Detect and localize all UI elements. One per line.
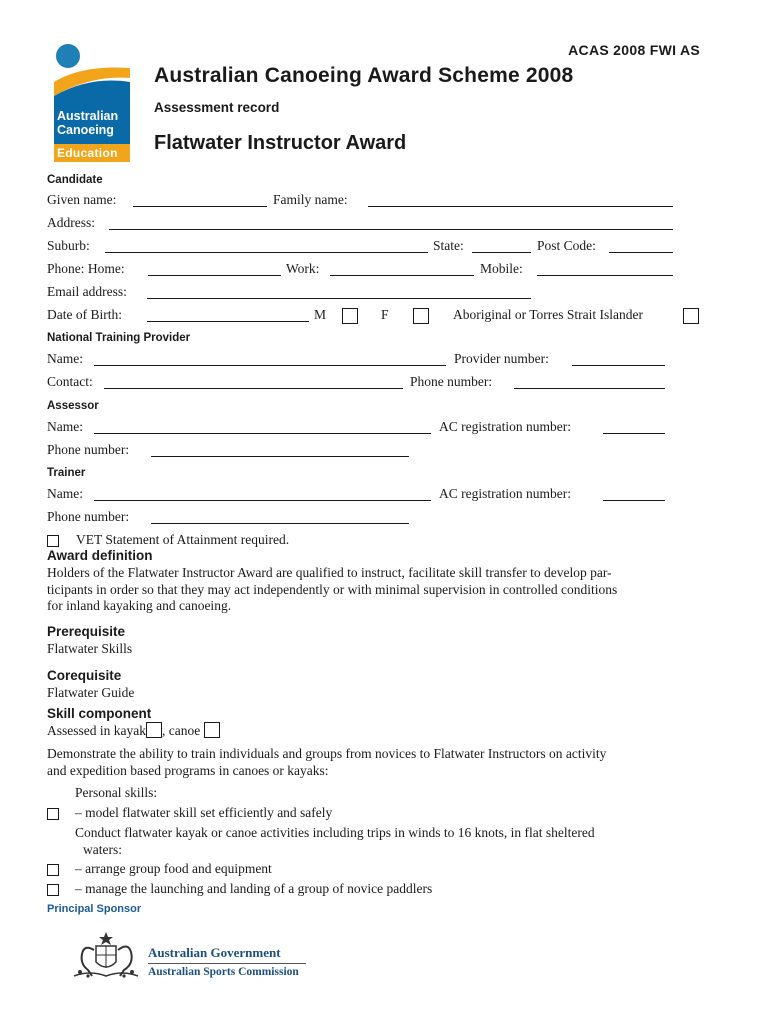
award-title: Flatwater Instructor Award [154,132,407,154]
prerequisite-text: Flatwater Skills [47,641,133,656]
principal-sponsor-label: Principal Sponsor [47,903,142,915]
provider-name-label: Name: [47,351,83,366]
provider-name-row [47,351,707,369]
australian-government-text: Australian Government [148,945,281,960]
conduct-line: waters: [83,841,122,857]
address-label: Address: [47,215,95,230]
name-row [47,192,707,210]
logo-education-band: Education [54,144,130,162]
vet-checkbox[interactable] [47,535,59,547]
assessed-in-row [47,722,220,740]
coat-of-arms-icon [70,930,142,982]
award-definition-heading: Award definition [47,548,153,563]
given-name-field[interactable] [133,206,267,207]
logo-line-1: Australian [57,109,119,123]
female-checkbox[interactable] [413,308,429,324]
provider-heading: National Training Provider [47,332,191,344]
trainer-heading: Trainer [47,467,86,479]
trainer-phone-label: Phone number: [47,509,130,524]
skill-description-line: Demonstrate the ability to train individuals and groups from novices to Flatwater Instructors on activity [47,746,607,761]
skill-item-3: – manage the launching and landing of a group of novice paddlers [75,881,433,896]
assessor-phone-label: Phone number: [47,442,130,457]
assessor-name-field[interactable] [94,433,431,434]
provider-contact-label: Contact: [47,374,93,389]
assessor-name-label: Name: [47,419,83,434]
personal-skills-label: Personal skills: [75,785,158,800]
male-label: M [314,307,327,322]
work-label: Work: [286,261,320,276]
family-name-label: Family name: [273,192,348,207]
assessor-heading: Assessor [47,400,99,412]
provider-contact-field[interactable] [104,388,403,389]
dob-label: Date of Birth: [47,307,122,322]
provider-number-label: Provider number: [454,351,549,366]
suburb-field[interactable] [105,252,428,253]
assessor-ac-reg-field[interactable] [603,433,665,434]
female-label: F [381,307,389,322]
trainer-phone-field[interactable] [151,523,409,524]
provider-contact-row [47,374,707,392]
kayak-checkbox[interactable] [146,722,162,738]
given-name-label: Given name: [47,192,117,207]
skill-item-2-checkbox[interactable] [47,864,59,876]
email-field[interactable] [147,298,531,299]
email-row [47,284,707,302]
state-field[interactable] [472,252,531,253]
prerequisite-heading: Prerequisite [47,624,126,639]
phone-row [47,261,707,279]
conduct-line: Conduct flatwater kayak or canoe activities including trips in winds to 16 knots, in flat sheltered [75,825,595,840]
scheme-title: Australian Canoeing Award Scheme 2008 [154,64,574,87]
trainer-ac-reg-field[interactable] [603,500,665,501]
provider-name-field[interactable] [94,365,446,366]
post-code-field[interactable] [609,252,673,253]
assessor-phone-row [47,442,707,460]
conduct-activities-text [75,825,595,858]
sports-commission-text: Australian Sports Commission [148,966,299,978]
australian-government-logo [70,930,320,986]
phone-home-label: Phone: Home: [47,261,125,276]
assessor-name-row [47,419,707,437]
assessed-kayak-label: Assessed in kayak [47,723,146,738]
trainer-name-row [47,486,707,504]
logo-divider [148,963,306,964]
definition-line: Holders of the Flatwater Instructor Award are qualified to instruct, facilitate skill transfer to develop par- [47,565,612,580]
trainer-name-label: Name: [47,486,83,501]
skill-description [47,746,606,779]
family-name-field[interactable] [368,206,673,207]
definition-line: for inland kayaking and canoeing. [47,598,232,613]
skill-component-heading: Skill component [47,706,152,721]
male-checkbox[interactable] [342,308,358,324]
canoe-checkbox[interactable] [204,722,220,738]
work-phone-field[interactable] [330,275,474,276]
state-label: State: [433,238,464,253]
address-field[interactable] [109,229,673,230]
form-code: ACAS 2008 FWI AS [568,42,700,58]
dob-field[interactable] [147,321,309,322]
phone-home-field[interactable] [148,275,281,276]
trainer-name-field[interactable] [94,500,431,501]
trainer-phone-row [47,509,707,527]
post-code-label: Post Code: [537,238,596,253]
email-label: Email address: [47,284,127,299]
assessor-phone-field[interactable] [151,456,409,457]
provider-phone-field[interactable] [514,388,665,389]
corequisite-heading: Corequisite [47,668,122,683]
suburb-label: Suburb: [47,238,90,253]
mobile-label: Mobile: [480,261,523,276]
mobile-field[interactable] [537,275,673,276]
candidate-heading: Candidate [47,174,103,186]
address-row [47,215,707,233]
suburb-row [47,238,707,256]
provider-phone-label: Phone number: [410,374,493,389]
definition-line: ticipants in order so that they may act independently or with minimal supervision in controlled conditions [47,581,618,597]
trainer-ac-reg-label: AC registration number: [439,486,571,501]
canoe-label: , canoe [161,723,201,738]
provider-number-field[interactable] [572,365,665,366]
skill-item-2: – arrange group food and equipment [75,861,272,876]
skill-item-1-checkbox[interactable] [47,808,59,820]
aboriginal-label: Aboriginal or Torres Strait Islander [453,307,644,322]
logo-text [54,102,130,144]
skill-item-1: – model flatwater skill set efficiently and safely [75,805,333,820]
aboriginal-checkbox[interactable] [683,308,699,324]
vet-label: VET Statement of Attainment required. [76,532,290,547]
skill-item-3-checkbox[interactable] [47,884,59,896]
assessment-record-label: Assessment record [154,100,280,115]
corequisite-text: Flatwater Guide [47,685,135,700]
assessor-ac-reg-label: AC registration number: [439,419,571,434]
logo-line-2: Canoeing [57,123,114,137]
australian-canoeing-logo [54,44,130,160]
skill-description-line: and expedition based programs in canoes or kayaks: [47,762,329,778]
dob-row [47,307,707,325]
award-definition-text [47,565,617,615]
